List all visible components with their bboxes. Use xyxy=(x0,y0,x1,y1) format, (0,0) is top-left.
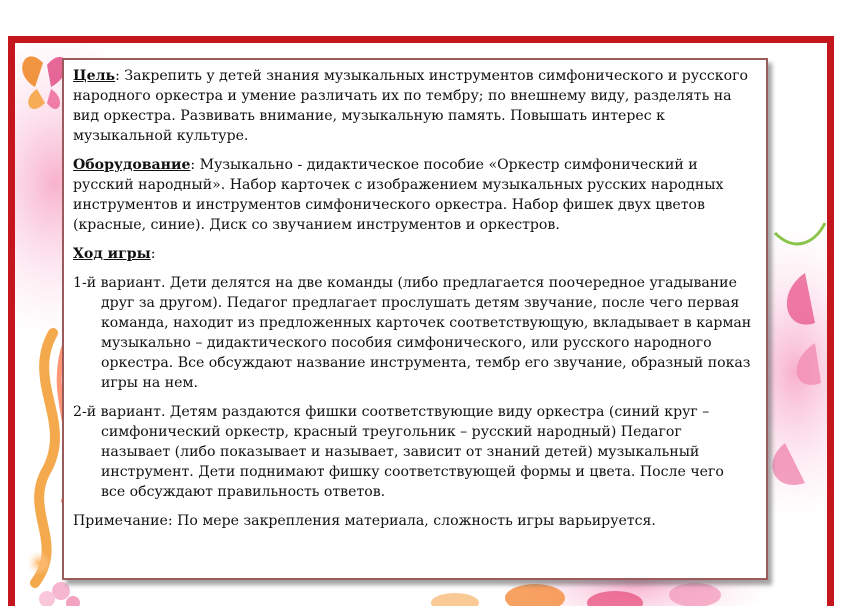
procedure-colon: : xyxy=(150,246,156,262)
equipment-text: : Музыкально - дидактическое пособие «Оркестр симфонический и русский народный». Набор карточек с изображением музыкальных русских народных инструментов и инструментов симфонического оркестра. Набор фишек двух цветов (красные, синие). Диск со звучанием инструментов и оркестров. xyxy=(73,157,724,233)
equipment-paragraph xyxy=(73,155,752,235)
variant-2-paragraph: 2-й вариант. Детям раздаются фишки соответствующие виду оркестра (синий круг – симфонический оркестр, красный треугольник – русский народный) Педагог называет (либо показывает и называет, зависит от знаний детей) музыкальный инструмент. Дети поднимают фишку соответствующей формы и цвета. После чего все обсуждают правильность ответов. xyxy=(73,404,724,500)
procedure-paragraph xyxy=(73,244,752,264)
variant-1-paragraph: 1-й вариант. Дети делятся на две команды (либо предлагается поочередное угадывание друг за другом). Педагог предлагает прослушать детям звучание, после чего первая команда, находит из предложенных карточек соответствующую, вкладывает в карман музыкально – дидактического пособия симфонического, или русского народного оркестра. Все обсуждают название инструмента, тембр его звучание, образный показ игры на нем. xyxy=(73,275,752,391)
goal-paragraph xyxy=(73,66,752,146)
flower-icon-bottom-left xyxy=(39,582,80,606)
goal-text: : Закрепить у детей знания музыкальных инструментов симфонического и русского народного оркестра и умение различать их по тембру; по внешнему виду, разделять на вид оркестра. Развивать внимание, музыкальную память. Повышать интерес к музыкальной культуре. xyxy=(73,68,748,144)
orange-swirl-left xyxy=(35,333,55,583)
equipment-label: Оборудование xyxy=(73,157,191,173)
text-card xyxy=(62,58,768,580)
goal-label: Цель xyxy=(73,68,116,84)
note-paragraph: Примечание: По мере закрепления материала, сложность игры варьируется. xyxy=(73,513,656,529)
procedure-label: Ход игры xyxy=(73,246,151,262)
